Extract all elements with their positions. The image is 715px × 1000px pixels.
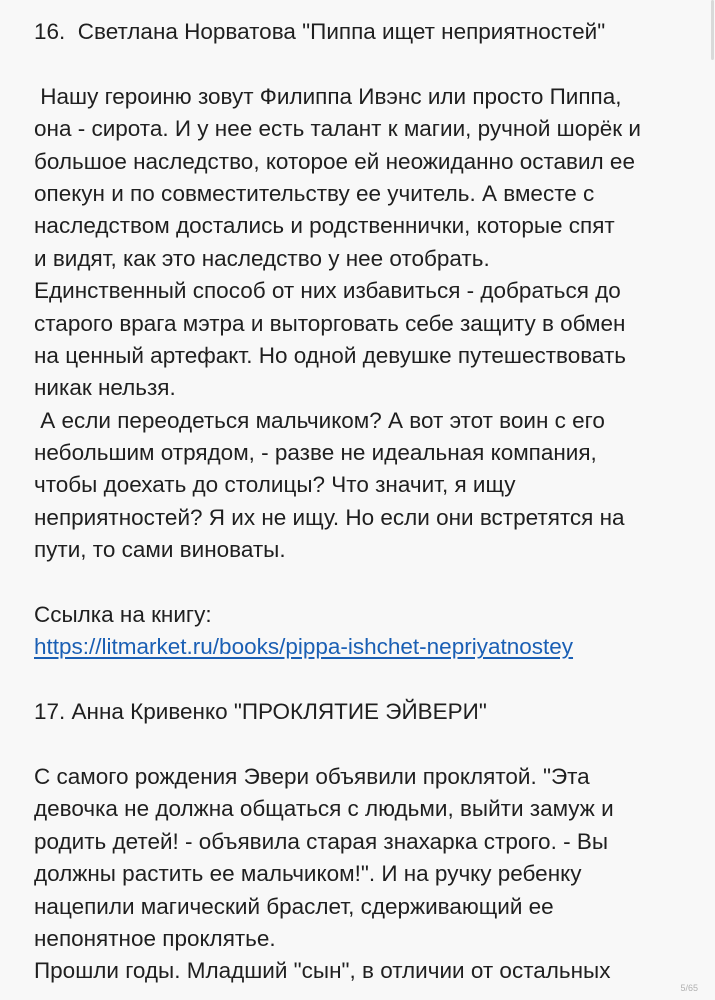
blank-line <box>34 48 695 80</box>
section-16-line: Нашу героиню зовут Филиппа Ивэнс или просто Пиппа, <box>34 83 622 109</box>
blank-line <box>34 664 695 696</box>
section-16-line: и видят, как это наследство у нее отобрать. <box>34 245 490 271</box>
scrollbar[interactable] <box>710 0 715 1000</box>
section-17-line: родить детей! - объявила старая знахарка строго. - Вы <box>34 828 608 854</box>
book-link-label: Ссылка на книгу: <box>34 602 212 628</box>
section-16-line: А если переодеться мальчиком? А вот этот воин с его <box>34 407 605 433</box>
section-16-line: никак нельзя. <box>34 375 176 401</box>
section-16-description <box>34 81 695 567</box>
section-16-heading: 16. Светлана Норватова "Пиппа ищет неприятностей" <box>34 19 606 44</box>
section-16-line: Единственный способ от них избавиться - добраться до <box>34 278 621 304</box>
section-17-line: непонятное проклятье. <box>34 925 276 951</box>
section-17-line: Прошли годы. Младший "сын", в отличии от остальных <box>34 958 611 984</box>
section-17-description <box>34 761 695 988</box>
section-17-line: С самого рождения Эвери объявили проклятой. "Эта <box>34 763 590 789</box>
blank-line <box>34 729 695 761</box>
section-17-line: девочка не должна общаться с людьми, выйти замуж и <box>34 796 614 822</box>
section-16-line: наследством достались и родственнички, которые спят <box>34 213 615 239</box>
section-16-line: пути, то сами виноваты. <box>34 537 286 563</box>
book-link-line <box>34 631 695 663</box>
section-16-line: небольшим отрядом, - разве не идеальная компания, <box>34 440 597 466</box>
section-16-line: она - сирота. И у нее есть талант к магии, ручной шорёк и <box>34 116 641 142</box>
section-16-line: старого врага мэтра и выторговать себе защиту в обмен <box>34 310 626 336</box>
section-16-line: опекун и по совместительству ее учитель. А вместе с <box>34 180 595 206</box>
section-17-line: нацепили магический браслет, сдерживающий ее <box>34 893 554 919</box>
page-indicator: 5/65 <box>680 983 698 993</box>
book-link[interactable]: https://litmarket.ru/books/pippa-ishchet-nepriyatnostey <box>34 634 574 660</box>
section-17-line: должны растить ее мальчиком!". И на ручку ребенку <box>34 861 582 887</box>
section-16-line: на ценный артефакт. Но одной девушке путешествовать <box>34 342 626 368</box>
blank-line <box>34 567 695 599</box>
section-17-heading: 17. Анна Кривенко "ПРОКЛЯТИЕ ЭЙВЕРИ" <box>34 699 487 725</box>
section-16-line: неприятностей? Я их не ищу. Но если они встретятся на <box>34 504 625 530</box>
scrollbar-thumb[interactable] <box>711 0 714 60</box>
section-16-line: большое наследство, которое ей неожиданно оставил ее <box>34 148 635 174</box>
section-16-line: чтобы доехать до столицы? Что значит, я ищу <box>34 472 516 498</box>
